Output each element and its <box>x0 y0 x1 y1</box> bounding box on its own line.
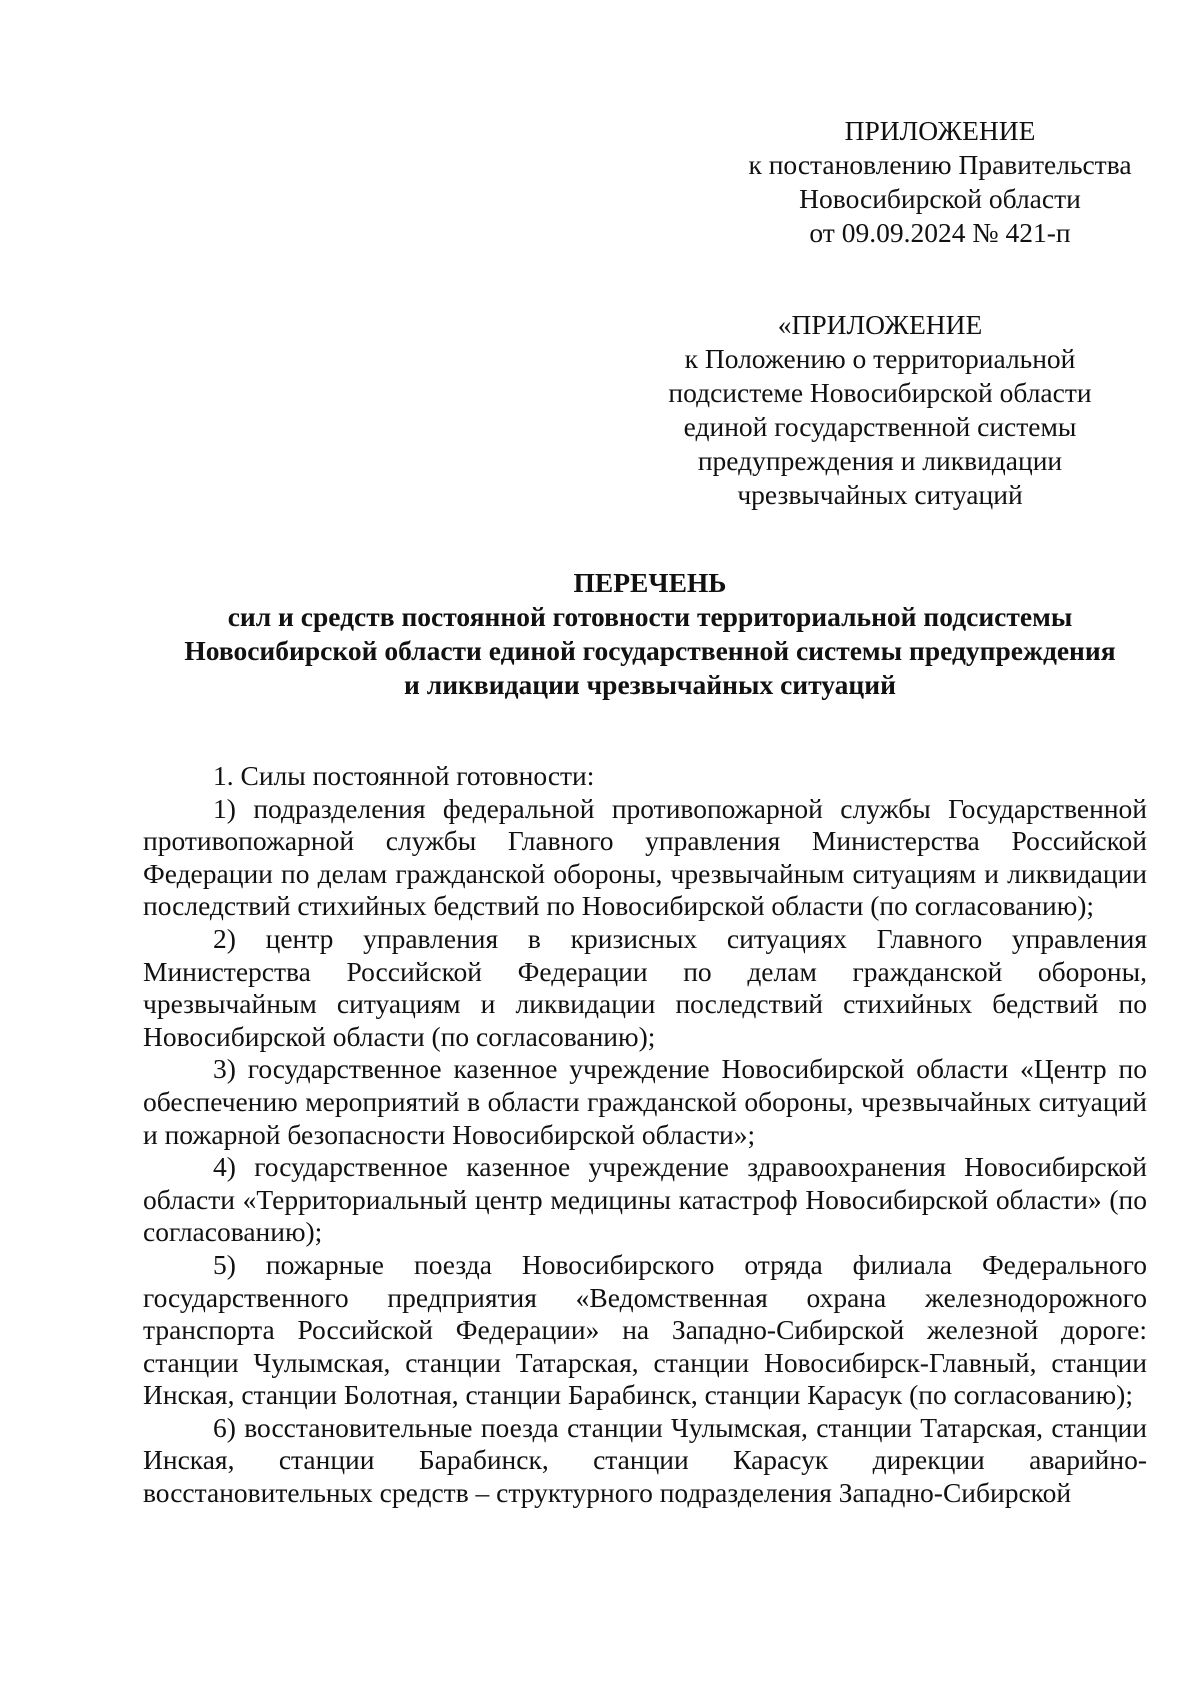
list-item: 1) подразделения федеральной противопожарной службы Государственной противопожарной службы Главного управления Министерства Российской Федерации по делам гражданской обороны, чрезвычайным ситуациям и ликвидации последствий стихийных бедствий по Новосибирской области (по согласованию); <box>143 792 1147 922</box>
regulation-appendix-header <box>640 308 1120 512</box>
title-subtitle-line: Новосибирской области единой государственной системы предупреждения <box>184 635 1116 666</box>
list-item: 3) государственное казенное учреждение Новосибирской области «Центр по обеспечению мероприятий в области гражданской обороны, чрезвычайных ситуаций и пожарной безопасности Новосибирской области»; <box>143 1053 1147 1150</box>
regulation-appendix-line: к Положению о территориальной <box>684 343 1076 374</box>
title-subtitle-line: и ликвидации чрезвычайных ситуаций <box>404 669 896 700</box>
list-item: 5) пожарные поезда Новосибирского отряда филиала Федерального государственного предприятия «Ведомственная охрана железнодорожного транспорта Российской Федерации» на Западно-Сибирской железной дороге: станции Чулымская, станции Татарская, станции Новосибирск-Главный, станции Инская, станции Болотная, станции Барабинск, станции Карасук (по согласованию); <box>143 1248 1147 1411</box>
list-item: 6) восстановительные поезда станции Чулымская, станции Татарская, станции Инская, станции Барабинск, станции Карасук дирекции аварийно-восстановительных средств – структурного подразделения Западно-Сибирской <box>143 1411 1147 1509</box>
appendix-header-line: к постановлению Правительства <box>748 149 1132 180</box>
regulation-appendix-title: «ПРИЛОЖЕНИЕ <box>777 309 983 340</box>
appendix-header-title: ПРИЛОЖЕНИЕ <box>844 115 1036 146</box>
section-heading: 1. Силы постоянной готовности: <box>213 760 595 791</box>
list-item: 2) центр управления в кризисных ситуациях Главного управления Министерства Российской Федерации по делам гражданской обороны, чрезвычайным ситуациям и ликвидации последствий стихийных бедствий по Новосибирской области (по согласованию); <box>143 922 1147 1052</box>
document-title <box>120 566 1180 702</box>
appendix-header-line: Новосибирской области <box>799 183 1081 214</box>
appendix-header-date-number: от 09.09.2024 № 421-п <box>809 217 1071 248</box>
title-main: ПЕРЕЧЕНЬ <box>573 567 727 598</box>
appendix-header <box>700 114 1180 250</box>
regulation-appendix-line: предупреждения и ликвидации <box>697 445 1063 476</box>
document-body <box>143 760 1147 1510</box>
list-item: 4) государственное казенное учреждение здравоохранения Новосибирской области «Территориальный центр медицины катастроф Новосибирской области» (по согласованию); <box>143 1151 1147 1248</box>
regulation-appendix-line: чрезвычайных ситуаций <box>737 479 1023 510</box>
title-subtitle-line: сил и средств постоянной готовности территориальной подсистемы <box>227 601 1073 632</box>
regulation-appendix-line: единой государственной системы <box>683 411 1077 442</box>
regulation-appendix-line: подсистеме Новосибирской области <box>668 377 1092 408</box>
